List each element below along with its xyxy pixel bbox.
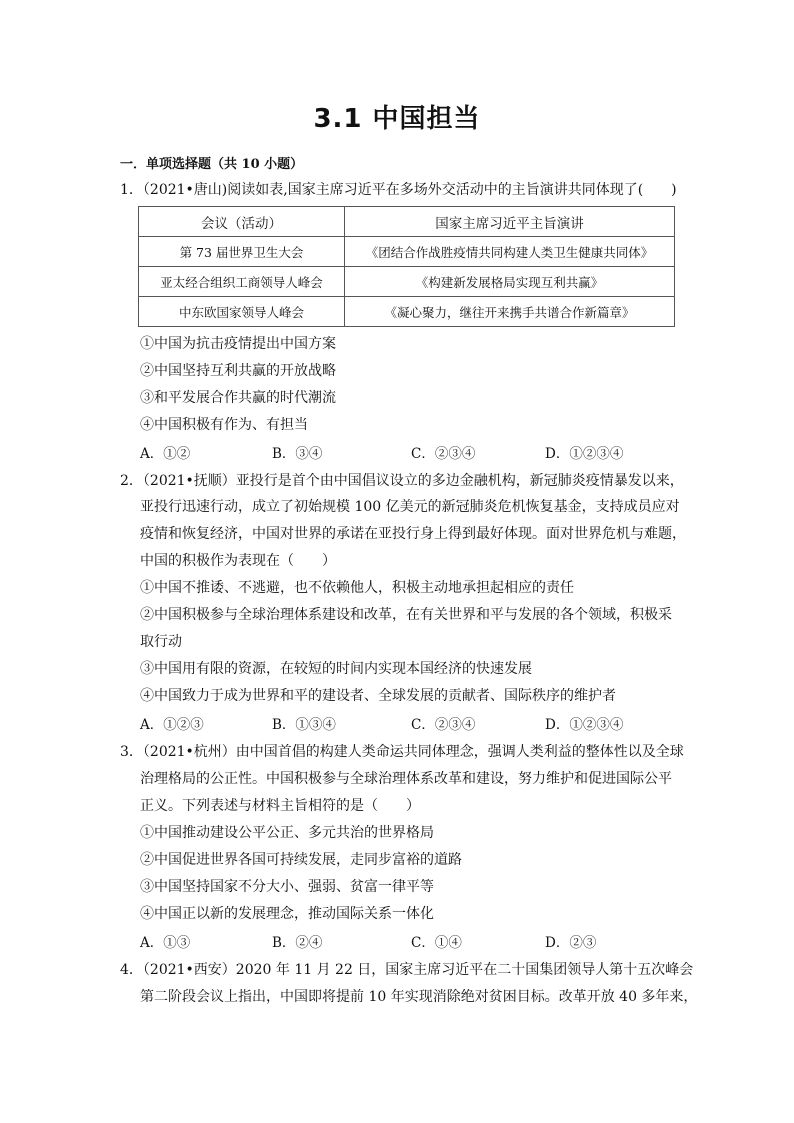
q2-item: ②中国积极参与全球治理体系建设和改革，在有关世界和平与发展的各个领域，积极采	[140, 607, 672, 623]
q1-item: ④中国积极有作为、有担当	[140, 417, 308, 433]
q1-stem: 1．（2021•唐山)阅读如表,国家主席习近平在多场外交活动中的主旨演讲共同体现了( )	[120, 182, 677, 198]
q1-table	[138, 206, 675, 327]
table-row	[139, 267, 675, 297]
q2-option-d[interactable]: D．①②③④	[545, 717, 624, 733]
q3-option-b[interactable]: B．②④	[272, 935, 323, 951]
q2-stem-line: 亚投行迅速行动，成立了初始规模 100 亿美元的新冠肺炎危机恢复基金，支持成员应对	[140, 499, 680, 515]
q3-stem-line: 3．（2021•杭州）由中国首倡的构建人类命运共同体理念，强调人类利益的整体性以及全球	[120, 744, 684, 760]
q4-stem-line: 第二阶段会议上指出，中国即将提前 10 年实现消除绝对贫困目标。改革开放 40 多年来，	[140, 989, 698, 1005]
page-title: 3.1 中国担当	[313, 104, 481, 134]
q3-stem-line: 正义。下列表述与材料主旨相符的是（ ）	[140, 798, 420, 814]
q2-item: ④中国致力于成为世界和平的建设者、全球发展的贡献者、国际秩序的维护者	[140, 688, 616, 704]
table-cell: 《构建新发展格局实现互利共赢》	[345, 267, 675, 297]
q1-option-d[interactable]: D．①②③④	[545, 446, 624, 462]
q1-option-b[interactable]: B．③④	[272, 446, 323, 462]
q2-stem-line: 中国的积极作为表现在（ ）	[140, 553, 336, 569]
q1-item: ②中国坚持互利共赢的开放战略	[140, 363, 336, 379]
q1-item: ①中国为抗击疫情提出中国方案	[140, 336, 336, 352]
q3-item: ②中国促进世界各国可持续发展，走同步富裕的道路	[140, 852, 462, 868]
table-header: 会议（活动）	[139, 207, 345, 237]
table-cell: 《凝心聚力，继往开来携手共谱合作新篇章》	[345, 297, 675, 327]
q2-item: 取行动	[140, 634, 182, 650]
table-header: 国家主席习近平主旨演讲	[345, 207, 675, 237]
q3-item: ④中国正以新的发展理念，推动国际关系一体化	[140, 906, 434, 922]
table-row	[139, 237, 675, 267]
q3-option-c[interactable]: C．①④	[411, 935, 462, 951]
table-cell: 第 73 届世界卫生大会	[139, 237, 345, 267]
q3-option-d[interactable]: D．②③	[545, 935, 597, 951]
q3-item: ③中国坚持国家不分大小、强弱、贫富一律平等	[140, 879, 434, 895]
q1-option-c[interactable]: C．②③④	[411, 446, 476, 462]
table-cell: 《团结合作战胜疫情共同构建人类卫生健康共同体》	[345, 237, 675, 267]
table-header-row	[139, 207, 675, 237]
q4-stem-line: 4．（2021•西安）2020 年 11 月 22 日，国家主席习近平在二十国集团领导人第十五次峰会	[120, 962, 694, 978]
q1-option-a[interactable]: A．①②	[140, 446, 191, 462]
table-cell: 中东欧国家领导人峰会	[139, 297, 345, 327]
q3-stem-line: 治理格局的公正性。中国积极参与全球治理体系改革和建设，努力维护和促进国际公平	[140, 771, 672, 787]
section-heading: 一．单项选择题（共 10 小题）	[120, 157, 304, 172]
q2-option-a[interactable]: A．①②③	[140, 717, 204, 733]
q2-stem-line: 2．（2021•抚顺）亚投行是首个由中国倡议设立的多边金融机构，新冠肺炎疫情暴发以来，	[120, 473, 684, 489]
table-row	[139, 297, 675, 327]
q2-item: ③中国用有限的资源，在较短的时间内实现本国经济的快速发展	[140, 661, 532, 677]
q3-item: ①中国推动建设公平公正、多元共治的世界格局	[140, 825, 434, 841]
q2-stem-line: 疫情和恢复经济，中国对世界的承诺在亚投行身上得到最好体现。面对世界危机与难题，	[140, 526, 686, 542]
q2-item: ①中国不推诿、不逃避，也不依赖他人，积极主动地承担起相应的责任	[140, 580, 574, 596]
q2-option-b[interactable]: B．①③④	[272, 717, 336, 733]
q1-item: ③和平发展合作共赢的时代潮流	[140, 390, 336, 406]
table-cell: 亚太经合组织工商领导人峰会	[139, 267, 345, 297]
q3-option-a[interactable]: A．①③	[140, 935, 191, 951]
q2-option-c[interactable]: C．②③④	[411, 717, 476, 733]
